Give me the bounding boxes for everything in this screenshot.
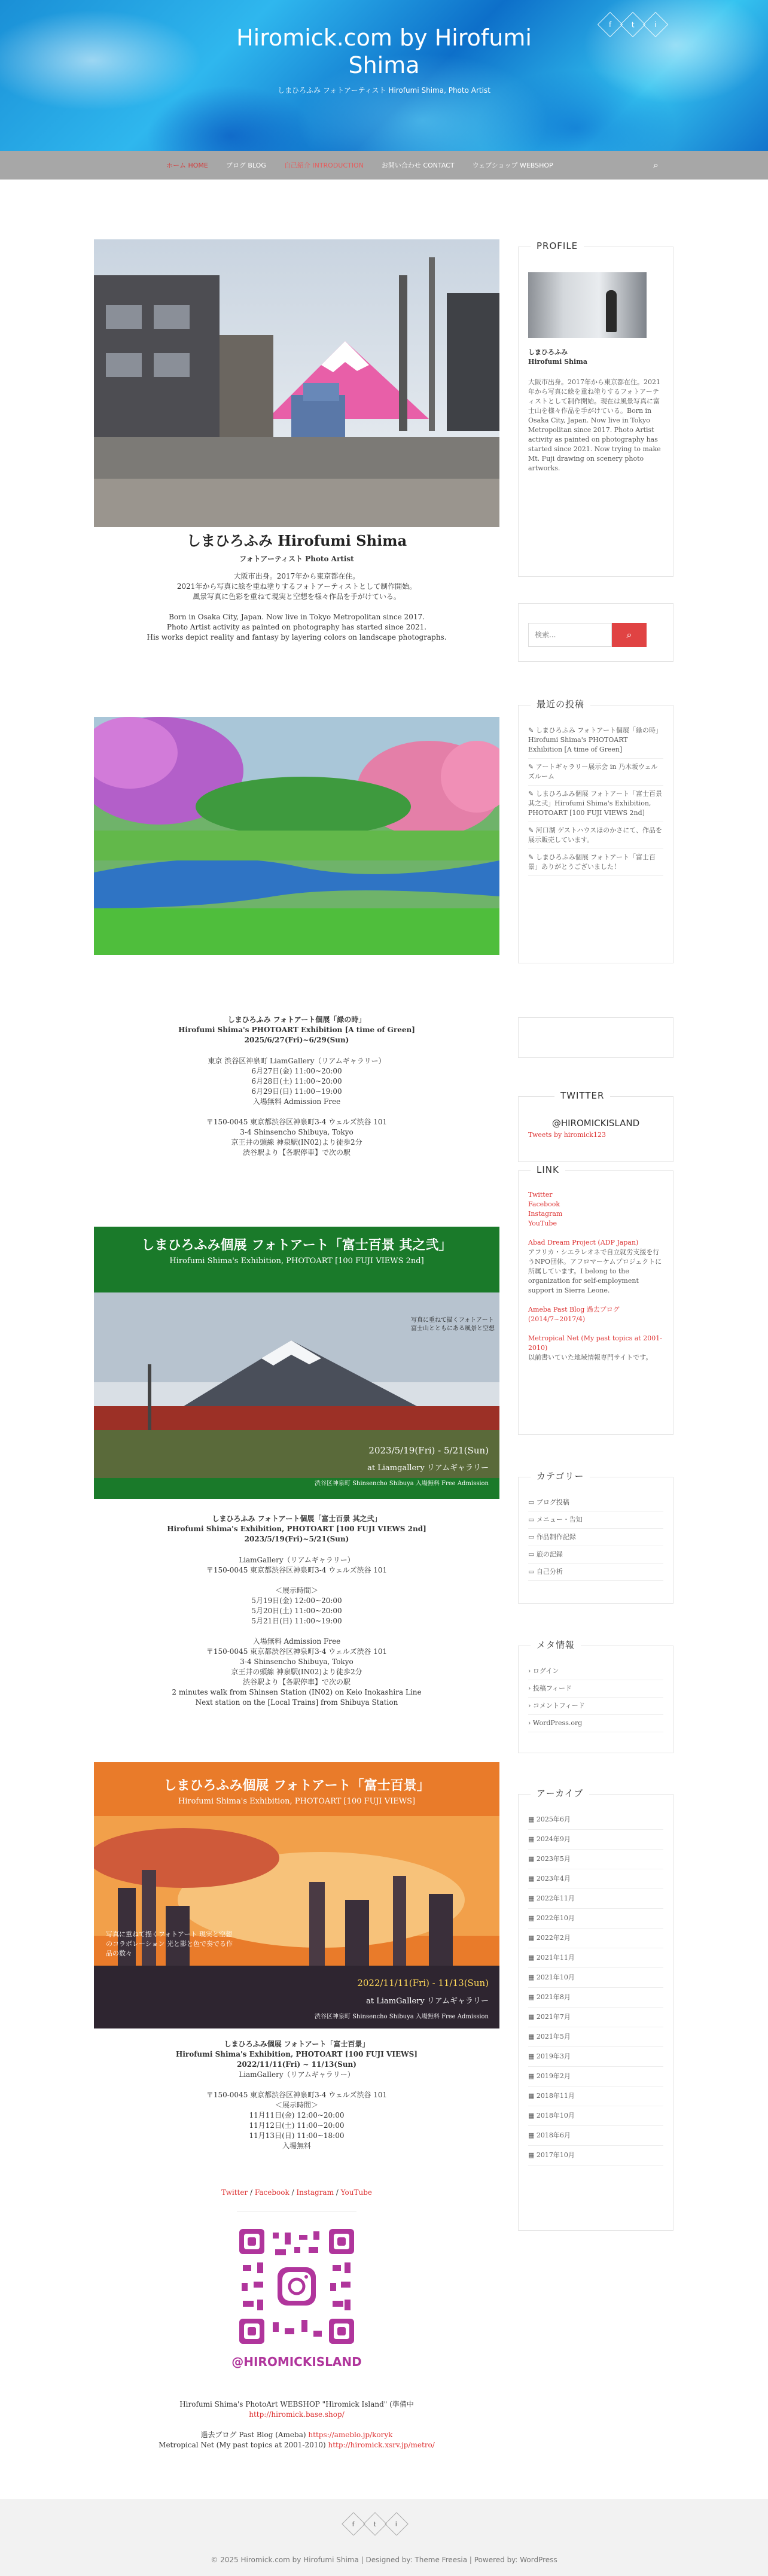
archive-item[interactable]: ▦ 2025年6月: [528, 1810, 663, 1830]
hero-artwork-image: [94, 239, 499, 527]
info-line: 〒150-0045 東京都渋谷区神泉町3-4 ウェルズ渋谷 101: [206, 1647, 388, 1656]
info-line: 入場無料 Admission Free: [252, 1637, 341, 1646]
metro-label: Metropical Net (My past topics at 2001-2010): [159, 2441, 326, 2449]
artist-role: フォトアーティスト Photo Artist: [239, 555, 354, 563]
category-item[interactable]: ▭ メニュー・告知: [528, 1511, 663, 1529]
nav-blog[interactable]: ブログ BLOG: [225, 162, 266, 169]
widget-title: PROFILE: [531, 241, 584, 251]
banner-title: しまひろふみ個展 フォトアート「富士百景 其之弐」: [141, 1237, 452, 1253]
banner-dates: 2022/11/11(Fri) - 11/13(Sun): [357, 1978, 489, 1988]
info-line: 〒150-0045 東京都渋谷区神泉町3-4 ウェルズ渋谷 101: [206, 2091, 388, 2099]
webshop-line: Hirofumi Shima's PhotoArt WEBSHOP "Hiromick Island" (準備中: [179, 2400, 414, 2408]
meta-item[interactable]: › ログイン: [528, 1663, 663, 1680]
banner-side-text: 写真に重ねて描くフォトアート 富士山とともにある風景と空想: [411, 1317, 495, 1332]
banner-address: 渋谷区神泉町 Shinsencho Shibuya 入場無料 Free Admission: [314, 2014, 489, 2020]
archive-item[interactable]: ▦ 2022年11月: [528, 1889, 663, 1909]
profile-text: 大阪市出身。2017年から東京都在住。2021年から写真に絵を重ね塗りするフォトアーティストとして制作開始。現在は風景写真に富士山を様々作品を手がけている。Born in Osaka City, Japan. Now live in Tokyo Metropolitan since 2017. Photo Artist activity as painted on photography has started since 2021. Now trying to make Mt. Fuji drawing on scenery photo artworks.: [528, 378, 661, 472]
header-banner: [0, 0, 768, 151]
footer-social-links: [345, 2516, 405, 2532]
recent-post-item[interactable]: ✎ しまひろふみ個展 フォトアート「富士百景 其之弐」Hirofumi Shima's Exhibition, PHOTOART [100 FUJI VIEWS 2nd]: [528, 786, 663, 822]
exhibit-green-info: [94, 1015, 499, 1158]
archive-widget: [518, 1788, 673, 2231]
instagram-link[interactable]: Instagram: [296, 2188, 334, 2197]
site-title[interactable]: Hiromick.com by Hirofumi Shima: [236, 25, 532, 78]
exhibit-dates: 2022/11/11(Fri) ~ 11/13(Sun): [237, 2060, 356, 2069]
header-social-links: [601, 16, 665, 34]
past-blog-url[interactable]: https://ameblo.jp/koryk: [308, 2431, 393, 2439]
archive-item[interactable]: ▦ 2022年10月: [528, 1909, 663, 1929]
info-line: ＜展示時間＞: [275, 1586, 318, 1595]
info-line: 〒150-0045 東京都渋谷区神泉町3-4 ウェルズ渋谷 101: [206, 1566, 388, 1574]
info-line: Next station on the [Local Trains] from Shibuya Station: [195, 1698, 398, 1707]
archive-item[interactable]: ▦ 2018年6月: [528, 2126, 663, 2146]
facebook-icon[interactable]: f: [342, 2512, 365, 2536]
past-blog-label: 過去ブログ Past Blog (Ameba): [200, 2431, 306, 2439]
info-line: 6月27日(金) 11:00~20:00: [251, 1067, 342, 1075]
artist-name: しまひろふみ Hirofumi Shima: [186, 532, 407, 549]
recent-post-item[interactable]: ✎ アートギャラリー展示会 in 乃木坂ウェルズルーム: [528, 759, 663, 786]
exhibit-title-jp: しまひろふみ フォトアート個展「緑の時」: [227, 1015, 366, 1024]
instagram-qr-code[interactable]: [239, 2229, 354, 2344]
archive-item[interactable]: ▦ 2017年10月: [528, 2146, 663, 2166]
link-ameba[interactable]: Ameba Past Blog 過去ブログ (2014/7~2017/4): [528, 1306, 620, 1323]
site-tagline: しまひろふみ フォトアーティスト Hirofumi Shima, Photo Artist: [278, 86, 490, 95]
intro-line: Born in Osaka City, Japan. Now live in Tokyo Metropolitan since 2017.: [169, 613, 425, 621]
nav-home[interactable]: ホーム HOME: [166, 162, 208, 169]
link-metro[interactable]: Metropical Net (My past topics at 2001-2010): [528, 1334, 662, 1352]
youtube-link[interactable]: YouTube: [340, 2188, 372, 2197]
twitter-widget: [518, 1090, 673, 1162]
info-line: 京王井の頭線 神泉駅(IN02)より徒歩2分: [231, 1668, 362, 1676]
category-item[interactable]: ▭ ブログ投稿: [528, 1494, 663, 1511]
archive-item[interactable]: ▦ 2018年11月: [528, 2087, 663, 2106]
archive-item[interactable]: ▦ 2024年9月: [528, 1830, 663, 1850]
banner-subtitle: Hirofumi Shima's Exhibition, PHOTOART [100 FUJI VIEWS 2nd]: [169, 1257, 424, 1266]
facebook-icon[interactable]: f: [598, 12, 623, 37]
info-line: 11月12日(土) 11:00~20:00: [249, 2121, 345, 2130]
info-line: 渋谷駅より【各駅停車】で次の駅: [242, 1678, 351, 1686]
intro-line: His works depict reality and fantasy by layering colors on landscape photographs.: [147, 633, 447, 641]
intro-line: 2021年から写真に絵を重ね塗りするフォトアーティストとして制作開始。: [176, 582, 417, 591]
banner-address: 渋谷区神泉町 Shinsencho Shibuya 入場無料 Free Admission: [314, 1480, 489, 1487]
banner-side-text: 写真に重ねて描くフォトアート 現実と空想のコラボレーション 光と影と色で奏でる作品の数々: [106, 1930, 233, 1957]
info-line: 5月21日(日) 11:00~19:00: [251, 1617, 342, 1625]
info-line: LiamGallery（リアムギャラリー）: [239, 2070, 355, 2079]
info-line: 2 minutes walk from Shinsen Station (IN02) on Keio Inokashira Line: [172, 1688, 422, 1696]
nav-introduction[interactable]: 自己紹介 INTRODUCTION: [284, 162, 364, 169]
empty-widget: [518, 1017, 673, 1058]
nav-contact[interactable]: お問い合わせ CONTACT: [381, 162, 455, 169]
archive-item[interactable]: ▦ 2019年3月: [528, 2047, 663, 2067]
category-item[interactable]: ▭ 旅の記録: [528, 1546, 663, 1564]
tweets-by-link[interactable]: Tweets by hiromick123: [528, 1131, 606, 1139]
intro-line: 風景写真に色彩を重ねて現実と空想を様々作品を手がけている。: [193, 592, 401, 601]
abad-description: アフリカ・シエラレオネで自立就労支援を行うNPO団体。アフロマーケムプロジェクトに所属しています。I belong to the organization for self-employment support in Sierra Leone.: [528, 1248, 662, 1294]
exhibit-title-en: Hirofumi Shima's Exhibition, PHOTOART [100 FUJI VIEWS]: [176, 2050, 417, 2058]
exhibit-title-en: Hirofumi Shima's Exhibition, PHOTOART [100 FUJI VIEWS 2nd]: [167, 1525, 426, 1533]
link-facebook[interactable]: Facebook: [528, 1200, 560, 1208]
instagram-icon[interactable]: i: [385, 2512, 409, 2536]
archive-item[interactable]: ▦ 2023年5月: [528, 1850, 663, 1869]
recent-post-item[interactable]: ✎ しまひろふみ個展 フォトアート「富士百景」ありがとうございました！: [528, 849, 663, 876]
bottom-links: [94, 2399, 499, 2450]
info-line: 5月19日(金) 12:00~20:00: [251, 1596, 342, 1605]
info-line: 京王井の頭線 神泉駅(IN02)より徒歩2分: [231, 1138, 362, 1146]
social-links-row: [94, 2188, 499, 2198]
exhibit-title-jp: しまひろふみ フォトアート個展「富士百景 其之弐」: [212, 1514, 382, 1523]
info-line: LiamGallery（リアムギャラリー）: [239, 1556, 355, 1564]
archive-item[interactable]: ▦ 2018年10月: [528, 2106, 663, 2126]
archive-item[interactable]: ▦ 2023年4月: [528, 1869, 663, 1889]
info-line: 6月28日(土) 11:00~20:00: [251, 1077, 342, 1085]
profile-photo: [528, 272, 647, 338]
archive-item[interactable]: ▦ 2021年11月: [528, 1948, 663, 1968]
footer-credits: © 2025 Hiromick.com by Hirofumi Shima | Designed by: Theme Freesia | Powered by: WordPress: [211, 2556, 557, 2564]
recent-post-item[interactable]: ✎ しまひろふみ フォトアート個展「緑の時」Hirofumi Shima's PHOTOART Exhibition [A time of Green]: [528, 722, 663, 759]
metro-url[interactable]: http://hiromick.xsrv.jp/metro/: [328, 2441, 435, 2449]
category-item[interactable]: ▭ 自己分析: [528, 1564, 663, 1581]
separator: /: [289, 2188, 297, 2197]
banner-venue: at LiamGallery リアムギャラリー: [366, 1997, 489, 2006]
search-icon[interactable]: ⌕: [653, 159, 659, 171]
link-twitter[interactable]: Twitter: [528, 1191, 553, 1199]
search-button[interactable]: [612, 623, 647, 647]
info-line: 入場無料 Admission Free: [252, 1097, 341, 1106]
info-line: ＜展示時間＞: [275, 2101, 318, 2109]
category-item[interactable]: ▭ 作品制作記録: [528, 1529, 663, 1546]
archive-item[interactable]: ▦ 2021年8月: [528, 1988, 663, 2008]
exhibit-dates: 2025/6/27(Fri)~6/29(Sun): [244, 1036, 349, 1044]
time-of-green-artwork: [94, 717, 499, 955]
twitter-icon[interactable]: t: [363, 2512, 387, 2536]
recent-post-item[interactable]: ✎ 河口湖 ゲストハウスほのかさにて、作品を展示販売しています。: [528, 822, 663, 849]
profile-intro: [94, 532, 499, 643]
metro-description: 以前書いていた地域情報専門サイトです。: [528, 1354, 653, 1361]
twitter-link[interactable]: Twitter: [221, 2188, 248, 2197]
meta-item[interactable]: › 投稿フィード: [528, 1680, 663, 1698]
info-line: 東京 渋谷区神泉町 LiamGallery（リアムギャラリー）: [208, 1057, 386, 1065]
twitter-icon[interactable]: t: [620, 12, 645, 37]
info-line: 3-4 Shinsencho Shibuya, Tokyo: [240, 1128, 353, 1136]
search-widget: [518, 603, 673, 662]
archive-item[interactable]: ▦ 2021年7月: [528, 2008, 663, 2027]
banner-title: しまひろふみ個展 フォトアート「富士百景」: [163, 1778, 430, 1793]
profile-name-jp: しまひろふみ: [528, 348, 568, 356]
archive-item[interactable]: ▦ 2019年2月: [528, 2067, 663, 2087]
instagram-icon[interactable]: i: [643, 12, 668, 37]
link-widget: [518, 1164, 673, 1435]
link-instagram[interactable]: Instagram: [528, 1210, 563, 1218]
widget-title: 最近の投稿: [531, 699, 590, 709]
info-line: 11月13日(日) 11:00~18:00: [249, 2131, 345, 2140]
info-line: 渋谷駅より【各駅停車】で次の駅: [242, 1148, 351, 1157]
site-footer: [0, 2499, 768, 2576]
exhibit-title-en: Hirofumi Shima's PHOTOART Exhibition [A time of Green]: [178, 1026, 415, 1034]
qr-handle: @HIROMICKISLAND: [231, 2355, 362, 2369]
exhibit-dates: 2023/5/19(Fri)~5/21(Sun): [244, 1535, 349, 1543]
info-line: 6月29日(日) 11:00~19:00: [251, 1087, 342, 1096]
archive-item[interactable]: ▦ 2022年2月: [528, 1929, 663, 1948]
category-widget: [518, 1471, 673, 1604]
exhibit-fuji-info: [94, 2039, 499, 2151]
intro-line: Photo Artist activity as painted on photography has started since 2021.: [166, 623, 427, 631]
archive-item[interactable]: ▦ 2021年10月: [528, 1968, 663, 1988]
banner-dates: 2023/5/19(Fri) - 5/21(Sun): [368, 1445, 489, 1456]
separator: /: [333, 2188, 341, 2197]
banner-venue: at Liamgallery リアムギャラリー: [367, 1464, 489, 1473]
link-abad[interactable]: Abad Dream Project (ADP Japan): [528, 1239, 639, 1246]
fuji-2nd-banner: [94, 1227, 499, 1499]
archive-item[interactable]: ▦ 2021年5月: [528, 2027, 663, 2047]
info-line: 〒150-0045 東京都渋谷区神泉町3-4 ウェルズ渋谷 101: [206, 1118, 388, 1126]
fuji-views-banner: [94, 1762, 499, 2028]
widget-title: メタ情報: [531, 1640, 581, 1650]
profile-widget: [518, 241, 673, 577]
widget-title: TWITTER: [554, 1091, 610, 1100]
intro-line: 大阪市出身。2017年から東京都在住。: [233, 572, 360, 580]
info-line: 入場無料: [282, 2142, 311, 2150]
recent-posts-widget: [518, 699, 673, 963]
facebook-link[interactable]: Facebook: [254, 2188, 289, 2197]
exhibit-title-jp: しまひろふみ個展 フォトアート「富士百景」: [224, 2040, 370, 2048]
link-youtube[interactable]: YouTube: [528, 1219, 557, 1227]
info-line: 3-4 Shinsencho Shibuya, Tokyo: [240, 1657, 353, 1666]
webshop-url[interactable]: http://hiromick.base.shop/: [249, 2410, 345, 2419]
search-input[interactable]: [528, 623, 612, 647]
twitter-handle: @HIROMICKISLAND: [551, 1118, 640, 1129]
profile-name-en: Hirofumi Shima: [528, 358, 587, 366]
meta-item[interactable]: › コメントフィード: [528, 1698, 663, 1715]
info-line: 11月11日(金) 12:00~20:00: [249, 2111, 345, 2119]
separator: /: [248, 2188, 255, 2197]
widget-title: カテゴリー: [531, 1471, 590, 1481]
info-line: 5月20日(土) 11:00~20:00: [251, 1607, 342, 1615]
exhibit-fuji2-info: [94, 1514, 499, 1708]
widget-title: アーカイブ: [531, 1789, 589, 1798]
meta-widget: [518, 1640, 673, 1753]
meta-item[interactable]: › WordPress.org: [528, 1715, 663, 1732]
nav-webshop[interactable]: ウェブショップ WEBSHOP: [472, 162, 553, 169]
search-icon: ⌕: [626, 629, 632, 640]
main-navigation: [0, 151, 768, 180]
widget-title: LINK: [531, 1165, 565, 1175]
banner-subtitle: Hirofumi Shima's Exhibition, PHOTOART [100 FUJI VIEWS]: [178, 1797, 416, 1806]
